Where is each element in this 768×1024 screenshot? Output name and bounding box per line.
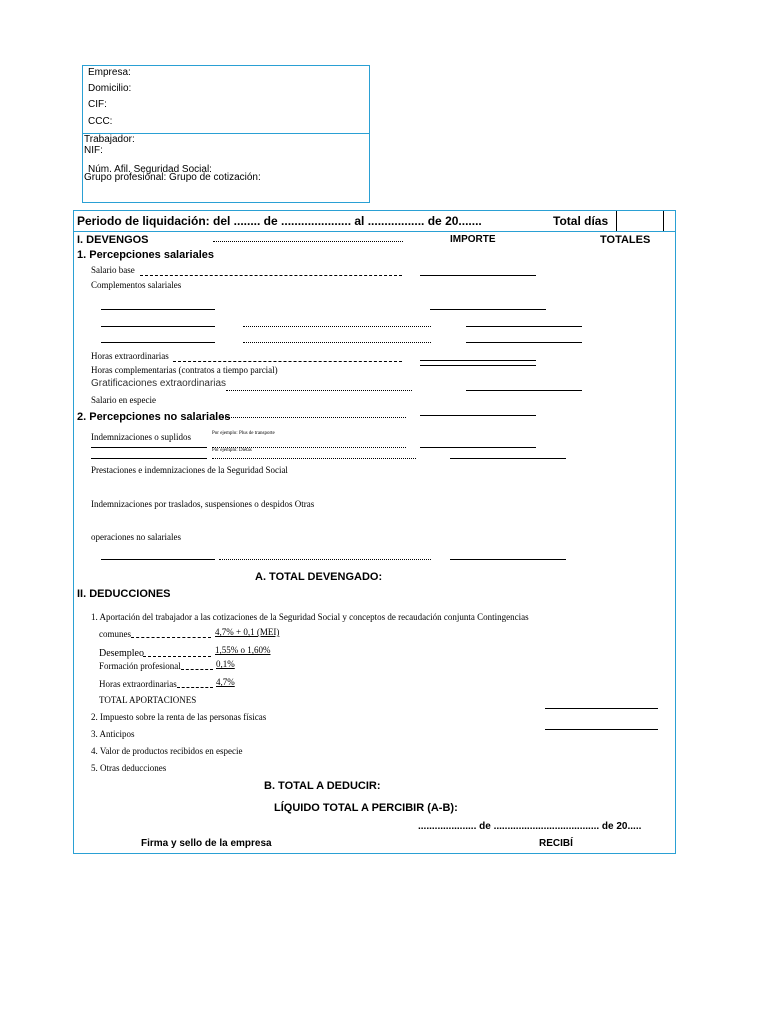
- suplidos-line-2: [91, 458, 207, 459]
- devengos-dots: [213, 241, 403, 242]
- total-deducir: B. TOTAL A DEDUCIR:: [264, 780, 381, 792]
- complemento-dots-3: [243, 342, 431, 343]
- percepciones-salariales: 1. Percepciones salariales: [77, 249, 214, 261]
- desempleo-dash: [143, 656, 211, 657]
- ejemplo-transporte: Por ejemplo: Plus de transporte: [212, 431, 275, 436]
- recibi: RECIBÍ: [539, 838, 573, 849]
- cif-label: CIF:: [88, 99, 107, 110]
- suplidos-line-1: [91, 447, 207, 448]
- totales-header: TOTALES: [600, 234, 651, 246]
- importe-header: IMPORTE: [450, 234, 496, 245]
- total-aportaciones-label: TOTAL APORTACIONES: [99, 695, 197, 705]
- prestaciones-ss-label: Prestaciones e indemnizaciones de la Seguridad Social: [91, 465, 288, 475]
- complementos-label: Complementos salariales: [91, 280, 182, 290]
- indemn-traslados-label: Indemnizaciones por traslados, suspensiones o despidos Otras: [91, 499, 315, 509]
- irpf-label: 2. Impuesto sobre la renta de las personas físicas: [91, 712, 267, 722]
- formacion-dash: [181, 669, 213, 670]
- salario-base-label: Salario base: [91, 265, 135, 275]
- complemento-importe-1: [430, 309, 546, 310]
- total-devengado: A. TOTAL DEVENGADO:: [255, 571, 383, 583]
- empresa-label: Empresa:: [88, 67, 131, 78]
- total-days-cell-right: [663, 211, 664, 231]
- grupo-label: Grupo profesional: Grupo de cotización:: [84, 172, 261, 183]
- suplidos-importe-1: [420, 447, 536, 448]
- formacion-pct: 0,1%: [216, 659, 235, 669]
- no-salariales-dots: [222, 417, 406, 418]
- ejemplo-dietas: Por ejemplo: Dietas: [212, 448, 252, 453]
- gratificaciones-importe: [466, 390, 582, 391]
- periodo-liquidacion: Periodo de liquidación: del ........ de ..................... al ................. de 20.......: [77, 214, 482, 228]
- otras-dots: [219, 559, 431, 560]
- complemento-line-2: [101, 326, 215, 327]
- horas-ded-dash: [177, 687, 213, 688]
- total-aportaciones-importe: [545, 708, 658, 709]
- horas-extra-line: [173, 361, 402, 362]
- no-salariales-importe: [420, 415, 536, 416]
- horas-extra-label: Horas extraordinarias: [91, 351, 169, 361]
- otras-line: [101, 559, 215, 560]
- comunes-dash: [131, 637, 211, 638]
- trabajador-label: Trabajador:: [84, 134, 135, 145]
- formacion-label: Formación profesional: [99, 661, 181, 671]
- complemento-dots-2: [243, 326, 431, 327]
- complemento-importe-2: [466, 326, 582, 327]
- desempleo-pct: 1,55% o 1,60%: [215, 645, 271, 655]
- afiliacion-label: Núm. Afil. Seguridad Social:: [88, 164, 212, 175]
- fecha-line: ..................... de ...................................... de 20.....: [418, 821, 642, 832]
- salario-base-importe: [420, 275, 536, 276]
- gratificaciones-label: Gratificaciones extraordinarias: [91, 378, 227, 389]
- total-dias-label: Total días: [553, 214, 609, 228]
- gratificaciones-dots: [226, 390, 412, 391]
- complemento-line-3: [101, 342, 215, 343]
- nif-label: NIF:: [84, 145, 103, 156]
- percepciones-no-salariales: 2. Percepciones no salariales: [77, 411, 231, 423]
- firma-sello: Firma y sello de la empresa: [141, 838, 272, 849]
- deducciones-title: II. DEDUCCIONES: [77, 588, 171, 600]
- aportacion-label: 1. Aportación del trabajador a las cotizaciones de la Seguridad Social y conceptos de recaudación conjunta Contingencias: [91, 612, 529, 622]
- horas-extra-importe-2: [420, 365, 536, 366]
- productos-especie-label: 4. Valor de productos recibidos en especie: [91, 746, 243, 756]
- horas-ded-pct: 4,7%: [216, 677, 235, 687]
- header-divider: [73, 231, 676, 232]
- complemento-importe-3: [466, 342, 582, 343]
- horas-ded-label: Horas extraordinarias: [99, 679, 177, 689]
- ccc-label: CCC:: [88, 116, 113, 127]
- otras-importe: [450, 559, 566, 560]
- horas-compl-label: Horas complementarias (contratos a tiempo parcial): [91, 365, 278, 375]
- anticipos-label: 3. Anticipos: [91, 729, 135, 739]
- salario-base-line: [140, 275, 402, 276]
- comunes-pct: 4,7% + 0,1 (MEI): [215, 627, 280, 637]
- otras-deducciones-label: 5. Otras deducciones: [91, 763, 167, 773]
- irpf-importe: [545, 729, 658, 730]
- operaciones-no-salariales-label: operaciones no salariales: [91, 532, 181, 542]
- comunes-label: comunes: [99, 629, 131, 639]
- suplidos-dots-2: [212, 458, 416, 459]
- devengos-title: I. DEVENGOS: [77, 234, 149, 246]
- desempleo-label: Desempleo: [99, 648, 144, 659]
- total-days-cell-left: [616, 211, 617, 231]
- domicilio-label: Domicilio:: [88, 83, 132, 94]
- horas-extra-importe: [420, 360, 536, 361]
- indemnizaciones-suplidos-label: Indemnizaciones o suplidos: [91, 432, 191, 442]
- complemento-line-1: [101, 309, 215, 310]
- liquido-total: LÍQUIDO TOTAL A PERCIBIR (A-B):: [274, 802, 458, 814]
- suplidos-importe-2: [450, 458, 566, 459]
- salario-especie-label: Salario en especie: [91, 395, 156, 405]
